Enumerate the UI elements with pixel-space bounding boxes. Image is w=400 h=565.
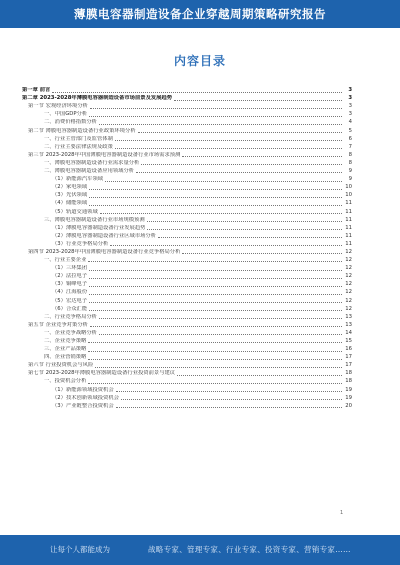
toc-entry-page: 7 — [348, 143, 352, 150]
toc-dot-leader — [182, 253, 342, 254]
toc-entry-page: 17 — [345, 362, 352, 369]
toc-entry-page: 12 — [345, 289, 352, 296]
toc-entry[interactable] — [22, 313, 352, 321]
toc-entry-title: （3）行业竞争格局分析 — [52, 240, 109, 247]
toc-entry[interactable] — [22, 216, 352, 224]
toc-entry[interactable] — [22, 353, 352, 361]
toc-entry[interactable] — [22, 224, 352, 232]
toc-entry-title: （1）新能源汽车领域 — [52, 176, 104, 183]
toc-entry-title: （5）轨道交通领域 — [52, 208, 98, 215]
toc-entry[interactable] — [22, 369, 352, 377]
toc-entry-title: （3）铜峰电子 — [52, 281, 88, 288]
toc-entry-page: 11 — [345, 224, 352, 231]
toc-entry[interactable] — [22, 394, 352, 402]
toc-dot-leader — [95, 367, 342, 368]
toc-entry-title: 第二节 薄膜电容器制造设备行业政策环境分析 — [28, 127, 136, 134]
toc-dot-leader — [90, 326, 342, 327]
toc-entry-page: 12 — [345, 273, 352, 280]
toc-entry[interactable] — [22, 280, 352, 288]
toc-entry-title: 二、行业竞争格局分析 — [44, 313, 97, 320]
toc-entry[interactable] — [22, 110, 352, 118]
toc-entry-page: 10 — [345, 192, 352, 199]
toc-entry-title: （2）技术创新领域投资机会 — [52, 394, 119, 401]
toc-entry-title: 一、企业竞争战略分析 — [44, 329, 97, 336]
footer-roles: 战略专家、管理专家、行业专家、投资专家、营销专家…… — [148, 545, 351, 554]
toc-entry-page: 12 — [345, 297, 352, 304]
toc-entry-page: 3 — [348, 111, 352, 118]
toc-dot-leader — [89, 302, 342, 303]
toc-entry-title: （3）产业链整合投资机会 — [52, 402, 114, 409]
toc-dot-leader — [89, 294, 342, 295]
toc-entry-title: 一、薄膜电容器制造设备行业需求量分析 — [44, 159, 140, 166]
toc-entry-title: （1）薄膜电容器制造设备行业发展趋势 — [52, 224, 146, 231]
toc-entry-page: 12 — [345, 281, 352, 288]
toc-entry-page: 9 — [348, 176, 352, 183]
toc-dot-leader — [136, 172, 342, 173]
toc-entry[interactable] — [22, 402, 352, 410]
toc-entry-title: （1）三环集团 — [52, 265, 88, 272]
toc-entry[interactable] — [22, 256, 352, 264]
toc-entry[interactable] — [22, 385, 352, 393]
toc-entry[interactable] — [22, 305, 352, 313]
toc-entry-title: 一、中国GDP分析 — [44, 111, 88, 118]
toc-entry-title: 一、行业主管部门及监管体制 — [44, 135, 113, 142]
toc-entry-title: 第二章 2023-2028年薄膜电容器制造设备市场前景及发展趋势 — [22, 95, 173, 102]
toc-dot-leader — [89, 189, 342, 190]
toc-entry-page: 17 — [345, 354, 352, 361]
toc-entry-page: 10 — [345, 184, 352, 191]
toc-entry[interactable] — [22, 296, 352, 304]
footer-banner — [0, 535, 400, 565]
toc-entry-title: （3）光伏领域 — [52, 192, 88, 199]
toc-entry[interactable] — [22, 86, 352, 94]
toc-dot-leader — [121, 399, 342, 400]
toc-entry[interactable] — [22, 126, 352, 134]
toc-entry-title: 第六节 行业投资机会与风险 — [28, 362, 94, 369]
toc-entry-title: 三、薄膜电容器制造设备行业市场规模预测 — [44, 216, 145, 223]
toc-dot-leader — [105, 181, 342, 182]
toc-entry-page: 3 — [348, 87, 352, 94]
toc-heading: 内容目录 — [173, 54, 226, 68]
toc-entry-page: 11 — [345, 232, 352, 239]
toc-entry-page: 11 — [345, 240, 352, 247]
toc-entry[interactable] — [22, 143, 352, 151]
toc-entry-title: 二、行业主要法律法规及政策 — [44, 143, 113, 150]
toc-entry-page: 4 — [348, 119, 352, 126]
toc-dot-leader — [89, 310, 342, 311]
toc-entry[interactable] — [22, 345, 352, 353]
toc-dot-leader — [147, 229, 342, 230]
toc-entry-page: 20 — [345, 402, 352, 409]
toc-entry-page: 12 — [345, 248, 352, 255]
toc-dot-leader — [89, 205, 342, 206]
toc-dot-leader — [89, 286, 342, 287]
toc-entry-page: 11 — [345, 208, 352, 215]
toc-entry[interactable] — [22, 94, 352, 102]
toc-entry[interactable] — [22, 288, 352, 296]
toc-dot-leader — [99, 318, 342, 319]
toc-entry-title: 一、行业主要企业 — [44, 257, 87, 264]
toc-entry[interactable] — [22, 167, 352, 175]
toc-entry-page: 11 — [345, 216, 352, 223]
toc-entry[interactable] — [22, 199, 352, 207]
toc-entry-title: 第一章 前言 — [22, 87, 51, 94]
toc-entry[interactable] — [22, 272, 352, 280]
toc-dot-leader — [182, 156, 342, 157]
toc-entry-page: 11 — [345, 200, 352, 207]
toc-dot-leader — [138, 132, 342, 133]
toc-entry[interactable] — [22, 151, 352, 159]
toc-entry[interactable] — [22, 183, 352, 191]
toc-entry-page: 8 — [348, 159, 352, 166]
toc-dot-leader — [141, 164, 342, 165]
toc-entry-title: 三、企业产品策略 — [44, 346, 87, 353]
toc-entry[interactable] — [22, 337, 352, 345]
toc-entry-page: 15 — [345, 338, 352, 344]
toc-dot-leader — [88, 359, 342, 360]
toc-entry-page: 19 — [345, 386, 352, 393]
toc-entry-page: 3 — [348, 95, 352, 102]
toc-entry[interactable] — [22, 240, 352, 248]
toc-dot-leader — [88, 342, 342, 343]
toc-dot-leader — [90, 108, 342, 109]
toc-dot-leader — [177, 375, 342, 376]
toc-entry[interactable] — [22, 321, 352, 329]
toc-entry-title: （6）合众汇能 — [52, 305, 88, 312]
toc-entry-page: 6 — [348, 135, 352, 142]
toc-dot-leader — [89, 197, 342, 198]
toc-entry-title: 二、薄膜电容器制造设备应用领域分析 — [44, 168, 135, 175]
toc-entry-title: （5）宏达电子 — [52, 297, 88, 304]
toc-dot-leader — [147, 221, 342, 222]
toc-entry[interactable] — [22, 118, 352, 126]
toc-entry[interactable] — [22, 159, 352, 167]
toc-dot-leader — [88, 261, 342, 262]
report-header-banner — [0, 0, 400, 28]
toc-entry-page: 14 — [345, 329, 352, 336]
toc-entry-page: 18 — [345, 370, 352, 377]
page-number: 1 — [340, 510, 344, 516]
toc-entry-title: 一、投资机会分析 — [44, 378, 87, 385]
toc-entry-page: 12 — [345, 265, 352, 272]
toc-entry-title: （2）家电领域 — [52, 184, 88, 191]
toc-entry-page: 18 — [345, 378, 352, 385]
toc-entry[interactable] — [22, 232, 352, 240]
toc-entry-page: 13 — [345, 313, 352, 320]
toc-entry-title: 第七节 2023-2028年薄膜电容器制造设备行业投资前景与建议 — [28, 370, 176, 377]
toc-entry-title: （4）储能领域 — [52, 200, 88, 207]
report-title: 薄膜电容器制造设备企业穿越周期策略研究报告 — [74, 7, 326, 21]
toc-dot-leader — [116, 407, 342, 408]
toc-dot-leader — [99, 334, 342, 335]
toc-entry-title: （1）新能源领域投资机会 — [52, 386, 114, 393]
toc-entry-page: 12 — [345, 257, 352, 264]
toc-entry-page: 5 — [348, 127, 352, 134]
toc-entry-page: 3 — [348, 103, 352, 110]
toc-entry-title: 第四节 2023-2028年中国薄膜电容器制造设备行业竞争格局分析 — [28, 248, 181, 255]
toc-entry-title: 第三节 2023-2028年中国薄膜电容器制造设备行业市场需求预测 — [28, 151, 181, 158]
toc-entry-page: 19 — [345, 394, 352, 401]
toc-dot-leader — [115, 140, 342, 141]
toc-dot-leader — [100, 213, 342, 214]
toc-dot-leader — [88, 383, 342, 384]
toc-entry-title: 第五节 企业竞争对策分析 — [28, 321, 88, 328]
toc-entry[interactable] — [22, 135, 352, 143]
toc-entry[interactable] — [22, 102, 352, 110]
toc-dot-leader — [89, 270, 342, 271]
footer-slogan: 让每个人都能成为 — [50, 545, 110, 554]
toc-entry-page: 12 — [345, 305, 352, 312]
toc-dot-leader — [88, 351, 342, 352]
toc-dot-leader — [110, 245, 342, 246]
toc-entry-title: 二、企业竞争策略 — [44, 338, 87, 344]
toc-entry-title: 四、企业营销策略 — [44, 354, 87, 361]
toc-entry[interactable] — [22, 191, 352, 199]
toc-dot-leader — [99, 124, 342, 125]
toc-dot-leader — [52, 92, 342, 93]
toc-entry-title: 第一节 宏观经济环境分析 — [28, 103, 88, 110]
toc-dot-leader — [89, 278, 342, 279]
toc-entry-page: 9 — [348, 168, 352, 175]
toc-entry-page: 13 — [345, 321, 352, 328]
table-of-contents — [22, 86, 352, 410]
toc-entry-title: 二、消费价格指数分析 — [44, 119, 97, 126]
toc-dot-leader — [115, 148, 342, 149]
toc-entry-title: （2）法拉电子 — [52, 273, 88, 280]
toc-entry[interactable] — [22, 248, 352, 256]
toc-dot-leader — [116, 391, 342, 392]
toc-entry-page: 8 — [348, 151, 352, 158]
toc-entry[interactable] — [22, 377, 352, 385]
toc-entry-page: 16 — [345, 346, 352, 353]
toc-entry[interactable] — [22, 329, 352, 337]
toc-dot-leader — [158, 237, 342, 238]
toc-entry[interactable] — [22, 361, 352, 369]
toc-dot-leader — [89, 116, 342, 117]
toc-entry-title: （4）江海股份 — [52, 289, 88, 296]
toc-dot-leader — [174, 100, 342, 101]
toc-entry[interactable] — [22, 264, 352, 272]
toc-entry-title: （2）薄膜电容器制造设备行业区域市场分析 — [52, 232, 157, 239]
toc-entry[interactable] — [22, 175, 352, 183]
toc-entry[interactable] — [22, 207, 352, 215]
